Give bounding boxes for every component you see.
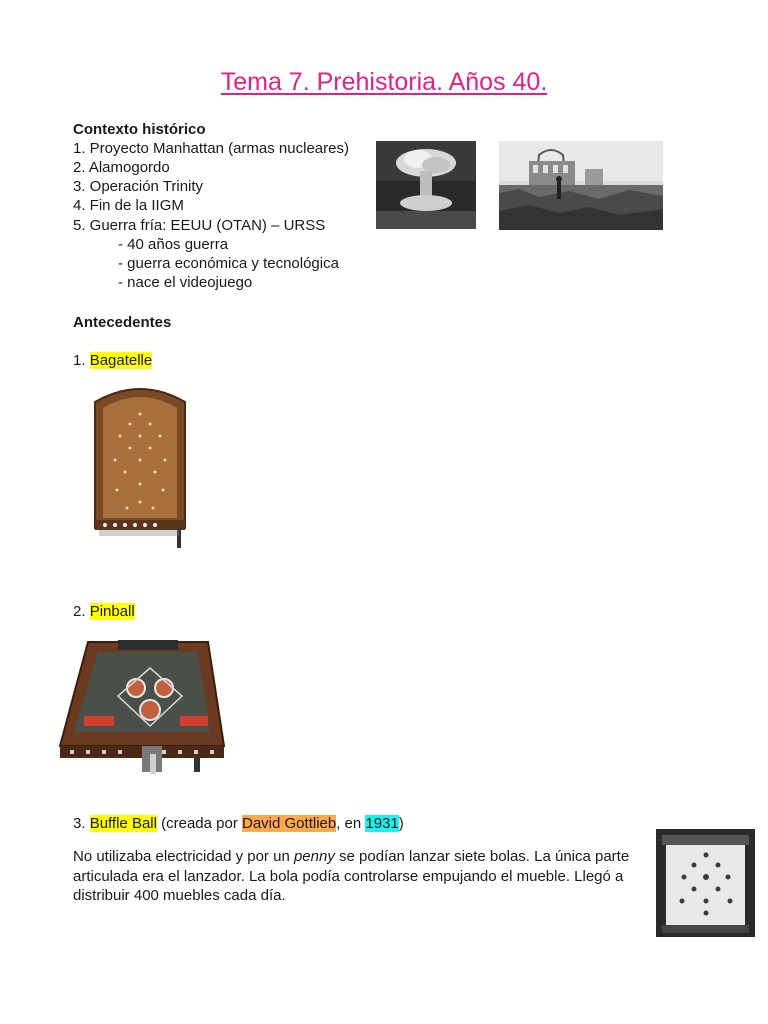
contexto-subitem-3: - nace el videojuego [118,274,253,291]
item-3-post: ) [398,815,404,832]
item-3-number: 3. [73,815,90,832]
contexto-heading: Contexto histórico [73,121,206,138]
item-3-mid: , en [336,815,366,832]
contexto-item-1: 1. Proyecto Manhattan (armas nucleares) [73,140,349,157]
antecedentes-item-1 [73,351,152,370]
item-3-name: Buffle Ball [89,815,157,832]
contexto-item-4: 4. Fin de la IIGM [73,197,184,214]
item-1-name: Bagatelle [89,352,153,369]
item-3-pre: (creada por [156,815,242,832]
item-2-name: Pinball [89,603,135,620]
description-part-2: se podían lanzar siete bolas. La única parte articulada era el lanzador. La bola podía controlarse empujando el mueble. Llegó a distribuir 400 muebles cada día. [73,848,630,904]
item-2-number: 2. [73,603,90,620]
pinball-photo [58,634,228,776]
description-italic: penny [293,848,335,865]
contexto-item-2: 2. Alamogordo [73,159,170,176]
page-title: Tema 7. Prehistoria. Años 40. [220,68,548,96]
mushroom-cloud-photo [376,141,476,229]
hiroshima-ruins-photo [499,141,663,230]
contexto-item-3: 3. Operación Trinity [73,178,204,195]
item-3-author: David Gottlieb [242,815,337,832]
contexto-item-5: 5. Guerra fría: EEUU (OTAN) – URSS [73,217,326,234]
description-part-1: No utilizaba electricidad y por un [73,848,294,865]
antecedentes-item-3 [73,814,404,833]
antecedentes-item-2 [73,602,135,621]
bagatelle-photo [85,380,195,552]
item-1-number: 1. [73,352,90,369]
item-3-year: 1931 [365,815,399,832]
buffle-ball-photo [656,829,755,937]
contexto-subitem-1: - 40 años guerra [118,236,229,253]
antecedentes-heading: Antecedentes [73,314,172,331]
contexto-subitem-2: - guerra económica y tecnológica [118,255,339,272]
buffle-ball-description [73,847,653,906]
